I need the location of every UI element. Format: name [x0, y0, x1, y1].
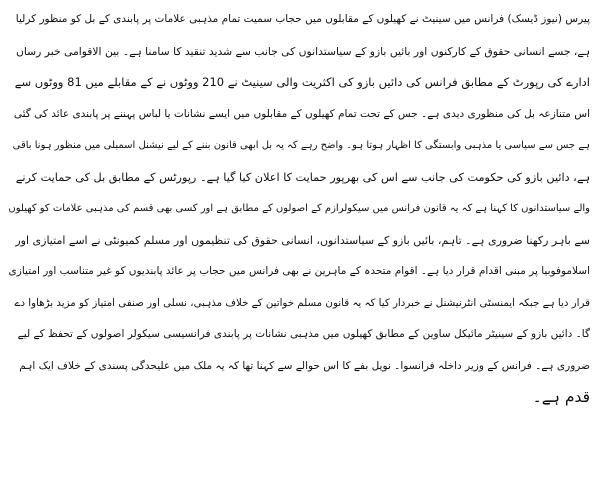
article-line-5: ہے جس سے سیاسی یا مذہبی وابستگی کا اظہار ہوتا ہو۔ واضح رہے کہ یہ بل ابھی قانون بننے کے لیے نیشنل اسمبلی میں منظور ہونا باقی — [12, 140, 590, 151]
article-line-6: ہے، دائیں بازو کی حکومت کی جانب سے اس کی بھرپور حمایت کا اعلان کیا گیا ہے۔ رپورٹس کے مطابق بل کی حمایت کرنے — [15, 170, 590, 184]
article-line-2: ہے، جسے انسانی حقوق کے کارکنوں اور بائیں بازو کے سیاستدانوں کی جانب سے شدید تنقید کا سامنا ہے۔ بین الاقوامی خبر رساں — [15, 44, 590, 58]
article-line-8: سے باہر رکھنا ضروری ہے۔ تاہم، بائیں بازو کے سیاستدانوں، انسانی حقوق کی تنظیموں اور مسلم کمیونٹی نے اسے امتیازی اور — [15, 233, 590, 247]
article-line-12: ضروری ہے۔ فرانس کے وزیر داخلہ فرانسوا۔ نویل بفے کا اس حوالے سے کہنا تھا کہ یہ ملک میں علیحدگی پسندی کے خلاف ایک اہم — [19, 359, 590, 372]
article-line-3: ادارے کی رپورٹ کے مطابق فرانس کی دائیں بازو کی اکثریت والی سینیٹ نے 210 ووٹوں نے کے مقابلے میں 81 ووٹوں سے — [14, 75, 590, 89]
article-line-4: اس متنازعہ بل کی منظوری دیدی ہے۔ جس کے تحت تمام کھیلوں کے مقابلوں میں ایسے نشانات یا لباس پہننے پر پابندی عائد کی گئی — [13, 107, 590, 120]
article-line-7: والے سیاستدانوں کا کہنا ہے کہ یہ قانون فرانس میں سیکولرازم کے اصولوں کے مطابق ہے اور کسی بھی قسم کی مذہبی علامات کو کھیلوں — [8, 203, 590, 214]
article-line-11: گا۔ دائیں بازو کے سینیٹر مائیکل ساوین کے مطابق کھیلوں میں مذہبی نشانات پر پابندی فرانسیسی سیکولر اصولوں کے تحفظ کے لیے — [17, 328, 590, 340]
article-line-13: قدم ہے۔ — [532, 388, 590, 406]
article-line-1: پیرس (نیوز ڈیسک) فرانس میں سینیٹ نے کھیلوں کے مقابلوں میں حجاب سمیت تمام مذہبی علامات پر پابندی کے بل کو منظور کرلیا — [15, 13, 590, 25]
article-line-10: قرار دیا ہے جبکہ ایمنسٹی انٹرنیشنل نے خبردار کیا کہ یہ قانون مسلم خواتین کے خلاف مذہبی، نسلی اور صنفی امتیاز کو مزید بڑھاوا دے — [14, 296, 590, 309]
article-line-9: اسلاموفوبیا پر مبنی اقدام قرار دیا ہے۔ اقوام متحدہ کے ماہرین نے بھی فرانس میں حجاب پر عائد پابندیوں کو غیر متناسب اور امتیازی — [8, 265, 590, 277]
news-article — [8, 4, 590, 414]
